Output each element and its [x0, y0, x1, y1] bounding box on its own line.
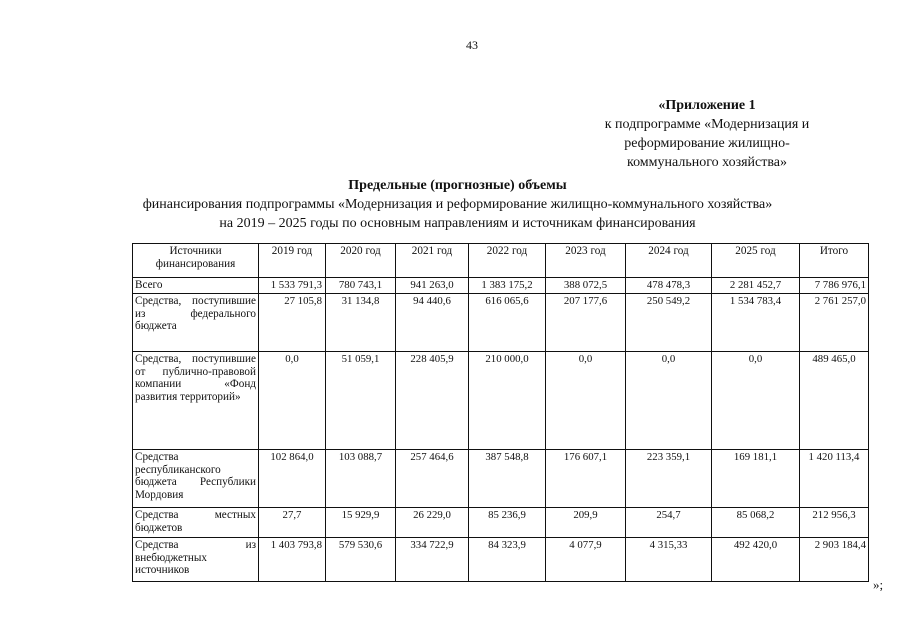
cell-total: 1 420 113,4: [800, 450, 869, 508]
cell-2023: 4 077,9: [546, 538, 626, 582]
table-row: [133, 278, 869, 294]
cell-2022: 85 236,9: [469, 508, 546, 538]
cell-total: 489 465,0: [800, 352, 869, 450]
cell-2021: 228 405,9: [396, 352, 469, 450]
cell-total: 2 761 257,0: [800, 294, 869, 352]
row-label: Всего: [133, 278, 259, 294]
cell-2023: 0,0: [546, 352, 626, 450]
cell-2019: 27,7: [259, 508, 326, 538]
table-title-line: на 2019 – 2025 годы по основным направлениям и источникам финансирования: [219, 216, 696, 231]
appendix-line: реформирование жилищно-: [624, 136, 790, 151]
page-number: 43: [466, 38, 478, 52]
cell-2024: 4 315,33: [626, 538, 712, 582]
table-row: [133, 294, 869, 352]
table-row: [133, 352, 869, 450]
cell-2023: 176 607,1: [546, 450, 626, 508]
row-label: Средства, поступившие от публично-правовой компании «Фонд развития территорий»: [133, 352, 259, 450]
cell-2019: 27 105,8: [259, 294, 326, 352]
cell-2019: 102 864,0: [259, 450, 326, 508]
cell-2022: 84 323,9: [469, 538, 546, 582]
cell-total: 212 956,3: [800, 508, 869, 538]
table-title: [0, 176, 915, 233]
cell-2025: 0,0: [712, 352, 800, 450]
cell-2023: 388 072,5: [546, 278, 626, 294]
header-2024: 2024 год: [626, 244, 712, 278]
appendix-caption: [577, 96, 837, 172]
cell-2022: 616 065,6: [469, 294, 546, 352]
cell-2025: 169 181,1: [712, 450, 800, 508]
cell-2020: 780 743,1: [326, 278, 396, 294]
appendix-line: коммунального хозяйства»: [626, 155, 788, 170]
header-2025: 2025 год: [712, 244, 800, 278]
cell-total: 2 903 184,4: [800, 538, 869, 582]
table-row: [133, 538, 869, 582]
header-2020: 2020 год: [326, 244, 396, 278]
cell-2022: 1 383 175,2: [469, 278, 546, 294]
cell-2024: 223 359,1: [626, 450, 712, 508]
cell-2023: 209,9: [546, 508, 626, 538]
table-title-line: финансирования подпрограммы «Модернизация и реформирование жилищно-коммунального хозяйства»: [142, 197, 773, 212]
cell-2020: 51 059,1: [326, 352, 396, 450]
table-header-row: [133, 244, 869, 278]
cell-2023: 207 177,6: [546, 294, 626, 352]
financing-table: [132, 243, 869, 582]
cell-total: 7 786 976,1: [800, 278, 869, 294]
header-2022: 2022 год: [469, 244, 546, 278]
table-title-heading: Предельные (прогнозные) объемы: [348, 178, 567, 193]
cell-2024: 250 549,2: [626, 294, 712, 352]
cell-2021: 941 263,0: [396, 278, 469, 294]
cell-2025: 85 068,2: [712, 508, 800, 538]
header-total: Итого: [800, 244, 869, 278]
header-2023: 2023 год: [546, 244, 626, 278]
row-label: Средства местных бюджетов: [133, 508, 259, 538]
header-2021: 2021 год: [396, 244, 469, 278]
header-sources: Источники финансирования: [133, 244, 259, 278]
table-row: [133, 450, 869, 508]
cell-2025: 2 281 452,7: [712, 278, 800, 294]
cell-2020: 31 134,8: [326, 294, 396, 352]
cell-2024: 254,7: [626, 508, 712, 538]
row-label: Средства, поступившие из федерального бюджета: [133, 294, 259, 352]
cell-2021: 334 722,9: [396, 538, 469, 582]
cell-2019: 1 533 791,3: [259, 278, 326, 294]
cell-2024: 0,0: [626, 352, 712, 450]
header-2019: 2019 год: [259, 244, 326, 278]
table-row: [133, 508, 869, 538]
appendix-line: к подпрограмме «Модернизация и: [604, 117, 810, 132]
cell-2020: 15 929,9: [326, 508, 396, 538]
cell-2019: 1 403 793,8: [259, 538, 326, 582]
closing-quote: »;: [873, 577, 884, 592]
cell-2025: 1 534 783,4: [712, 294, 800, 352]
cell-2020: 579 530,6: [326, 538, 396, 582]
cell-2024: 478 478,3: [626, 278, 712, 294]
cell-2021: 26 229,0: [396, 508, 469, 538]
cell-2022: 387 548,8: [469, 450, 546, 508]
cell-2025: 492 420,0: [712, 538, 800, 582]
cell-2019: 0,0: [259, 352, 326, 450]
cell-2022: 210 000,0: [469, 352, 546, 450]
row-label: Средства из внебюджетных источников: [133, 538, 259, 582]
cell-2021: 257 464,6: [396, 450, 469, 508]
cell-2021: 94 440,6: [396, 294, 469, 352]
row-label: Средства республиканского бюджета Республики Мордовия: [133, 450, 259, 508]
cell-2020: 103 088,7: [326, 450, 396, 508]
appendix-heading: «Приложение 1: [658, 98, 756, 113]
